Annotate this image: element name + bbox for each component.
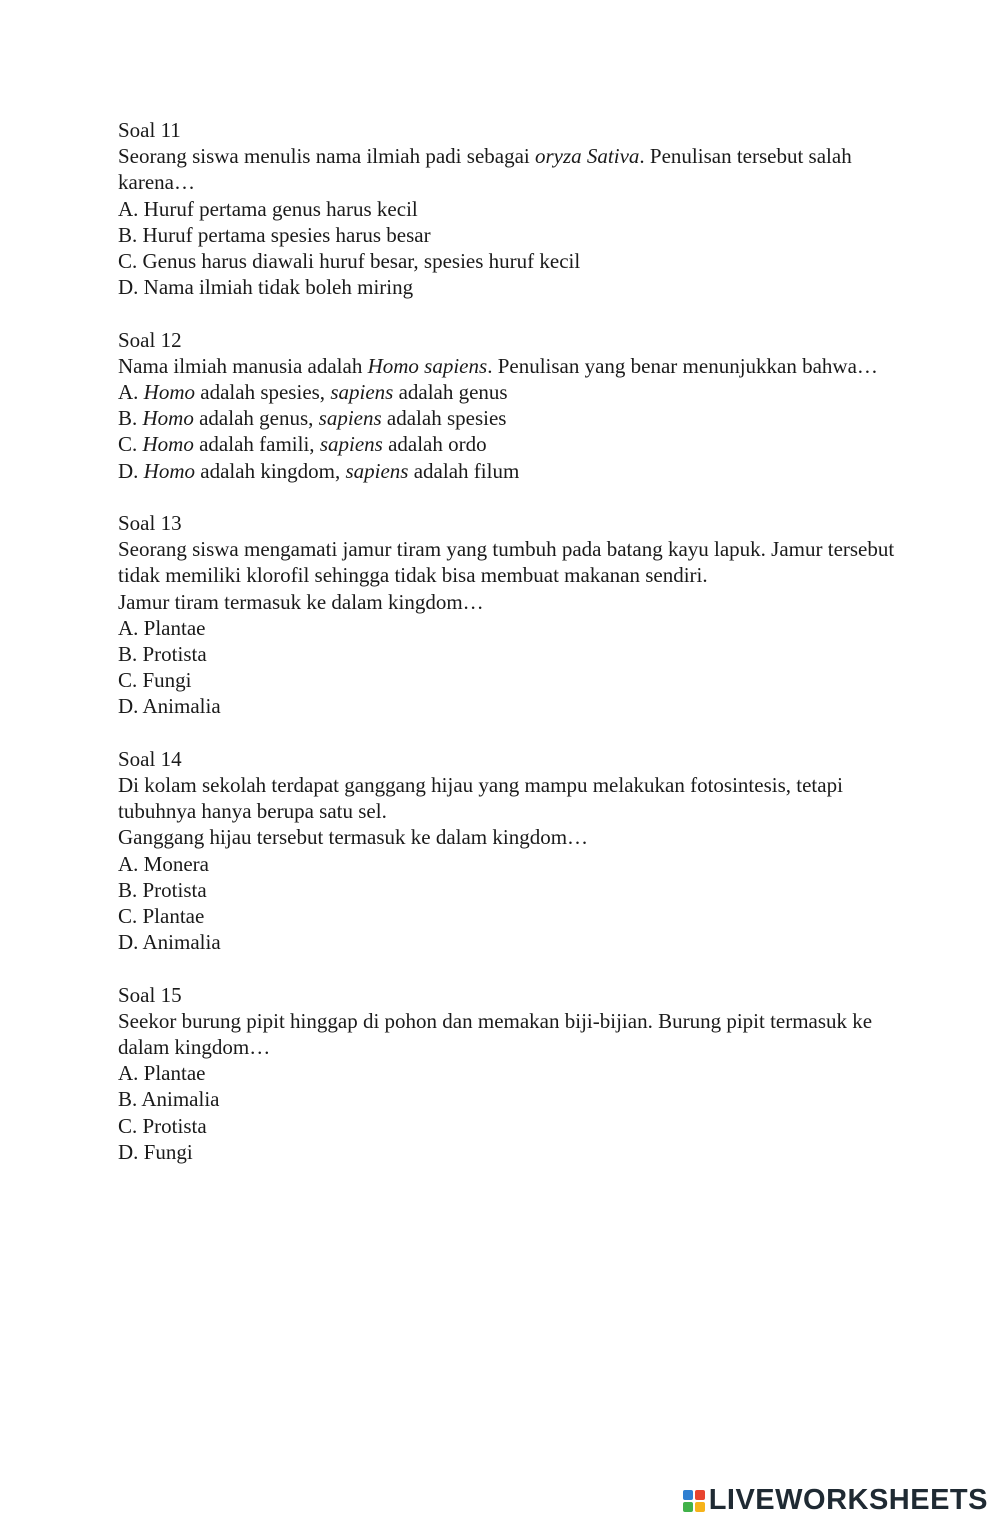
text-run: . Penulisan yang benar menunjukkan bahwa… <box>487 353 878 378</box>
text-run: C. Plantae <box>118 904 205 929</box>
text-run: D. Animalia <box>118 930 221 955</box>
answer-option <box>118 1060 898 1086</box>
question-text <box>118 536 898 588</box>
question-title: Soal 13 <box>118 511 182 536</box>
answer-option <box>118 405 898 431</box>
text-run: adalah spesies, <box>195 380 331 405</box>
logo-square-4 <box>695 1502 705 1512</box>
text-run: D. Fungi <box>118 1139 193 1164</box>
answer-option <box>118 1139 898 1165</box>
text-run: D. <box>118 458 144 483</box>
question-block <box>118 982 898 1165</box>
worksheet-page <box>118 117 898 1191</box>
answer-option <box>118 903 898 929</box>
question-title: Soal 15 <box>118 982 182 1007</box>
answer-option <box>118 641 898 667</box>
italic-text: Homo <box>142 406 194 431</box>
text-run: Seekor burung pipit hinggap di pohon dan memakan biji-bijian. Burung pipit termasuk ke dalam kingdom… <box>118 1008 873 1060</box>
text-run: B. <box>118 406 143 431</box>
text-run: A. Plantae <box>118 1061 206 1086</box>
text-run: Di kolam sekolah terdapat ganggang hijau yang mampu melakukan fotosintesis, tetapi tubuhnya hanya berupa satu sel. <box>118 773 843 824</box>
text-run: C. Genus harus diawali huruf besar, spesies huruf kecil <box>118 249 581 274</box>
italic-text: Homo <box>143 380 196 405</box>
answer-option <box>118 1086 898 1112</box>
question-block <box>118 327 898 484</box>
answer-option <box>118 877 898 903</box>
answer-option <box>118 458 898 484</box>
text-run: adalah spesies <box>381 406 507 431</box>
question-title: Soal 14 <box>118 746 182 771</box>
logo-square-3 <box>683 1502 693 1512</box>
question-prompt <box>118 824 898 850</box>
text-run: . Penulisan tersebut salah karena… <box>118 144 852 195</box>
text-run: B. Protista <box>118 642 207 667</box>
question-text <box>118 1008 898 1060</box>
question-prompt <box>118 589 898 615</box>
question-block <box>118 117 898 300</box>
text-run: Seorang siswa menulis nama ilmiah padi sebagai <box>118 144 535 169</box>
italic-text: sapiens <box>318 406 382 431</box>
text-run: A. <box>118 380 144 405</box>
text-run: A. Monera <box>118 851 209 876</box>
answer-option <box>118 222 898 248</box>
answer-option <box>118 929 898 955</box>
answer-option <box>118 379 898 405</box>
text-run: B. Huruf pertama spesies harus besar <box>118 222 431 247</box>
text-run: adalah filum <box>408 458 520 483</box>
text-run: B. Animalia <box>118 1087 220 1112</box>
text-run: Ganggang hijau tersebut termasuk ke dalam kingdom… <box>118 825 589 850</box>
answer-option <box>118 1113 898 1139</box>
text-run: adalah famili, <box>193 432 320 457</box>
answer-option <box>118 196 898 222</box>
answer-option <box>118 693 898 719</box>
text-run: Seorang siswa mengamati jamur tiram yang tumbuh pada batang kayu lapuk. Jamur tersebut tidak memiliki klorofil sehingga tidak bisa membuat makanan sendiri. <box>118 537 895 588</box>
question-text <box>118 772 898 824</box>
text-run: B. Protista <box>118 877 207 902</box>
text-run: Jamur tiram termasuk ke dalam kingdom… <box>118 589 484 614</box>
answer-option <box>118 274 898 300</box>
text-run: Nama ilmiah manusia adalah <box>118 353 368 378</box>
text-run: A. Huruf pertama genus harus kecil <box>118 196 418 221</box>
text-run: D. Nama ilmiah tidak boleh miring <box>118 275 414 300</box>
answer-option <box>118 851 898 877</box>
brand-text: LIVEWORKSHEETS <box>708 1484 988 1516</box>
question-block <box>118 746 898 956</box>
answer-option <box>118 667 898 693</box>
text-run: C. <box>118 432 143 457</box>
question-block <box>118 510 898 720</box>
answer-option <box>118 431 898 457</box>
text-run: adalah genus, <box>193 406 319 431</box>
italic-text: Homo <box>143 458 196 483</box>
question-text <box>118 143 898 195</box>
text-run: C. Protista <box>118 1113 207 1138</box>
italic-text: sapiens <box>319 432 383 457</box>
text-run: adalah kingdom, <box>195 458 346 483</box>
logo-square-1 <box>683 1490 693 1500</box>
italic-text: Homo sapiens <box>367 353 488 378</box>
italic-text: sapiens <box>330 380 394 405</box>
text-run: A. Plantae <box>118 615 206 640</box>
answer-option <box>118 615 898 641</box>
italic-text: Homo <box>142 432 194 457</box>
question-text <box>118 353 898 379</box>
text-run: adalah genus <box>393 380 508 405</box>
text-run: C. Fungi <box>118 668 192 693</box>
question-title: Soal 12 <box>118 327 182 352</box>
liveworksheets-logo-icon <box>683 1490 705 1512</box>
italic-text: sapiens <box>345 458 409 483</box>
text-run: D. Animalia <box>118 694 221 719</box>
italic-text: oryza Sativa <box>535 144 640 169</box>
logo-square-2 <box>695 1490 705 1500</box>
question-title: Soal 11 <box>118 118 181 142</box>
text-run: adalah ordo <box>382 432 487 457</box>
answer-option <box>118 248 898 274</box>
liveworksheets-brand <box>683 1484 988 1517</box>
